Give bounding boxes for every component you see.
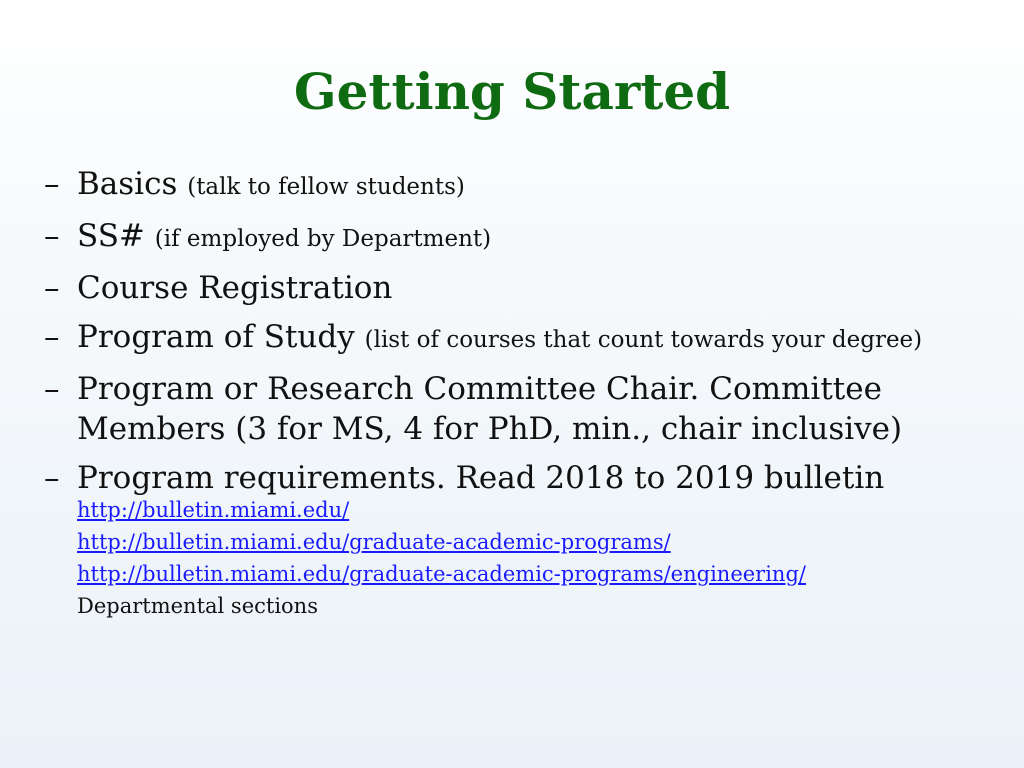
bullet-main-text: Course Registration: [77, 270, 393, 306]
bullet-basics: [44, 164, 1014, 207]
bullet-program-requirements: [44, 458, 1014, 622]
bullet-ss: [44, 216, 1014, 259]
bullet-main-text: Basics: [77, 166, 178, 202]
bullet-program-of-study: [44, 317, 1014, 360]
bullet-committee: [44, 369, 1014, 449]
departmental-sections-note: Departmental sections: [77, 594, 318, 618]
bullet-dash: –: [44, 371, 60, 407]
bullet-note: (if employed by Department): [154, 226, 492, 252]
bullet-note: (list of courses that count towards your degree): [364, 327, 923, 353]
engineering-programs-link[interactable]: http://bulletin.miami.edu/graduate-academic-programs/engineering/: [77, 562, 806, 586]
slide-title: Getting Started: [293, 62, 731, 121]
bullet-main-text: Program requirements. Read 2018 to 2019 bulletin: [77, 460, 885, 496]
bullet-dash: –: [44, 319, 60, 355]
bullet-course-registration: [44, 268, 1014, 308]
bullet-note: (talk to fellow students): [187, 174, 465, 200]
bulletin-links: [77, 494, 1014, 622]
bullet-dash: –: [44, 270, 60, 306]
bullet-dash: –: [44, 166, 60, 202]
graduate-programs-link[interactable]: http://bulletin.miami.edu/graduate-academic-programs/: [77, 530, 671, 554]
bullet-list: [44, 164, 1014, 631]
bullet-main-text: Program of Study: [77, 319, 355, 355]
bulletin-link[interactable]: http://bulletin.miami.edu/: [77, 498, 350, 522]
bullet-main-text: Program or Research Committee Chair. Committee Members (3 for MS, 4 for PhD, min., chair inclusive): [77, 371, 903, 447]
bullet-main-text: SS#: [77, 218, 145, 254]
bullet-dash: –: [44, 460, 60, 496]
bullet-dash: –: [44, 218, 60, 254]
